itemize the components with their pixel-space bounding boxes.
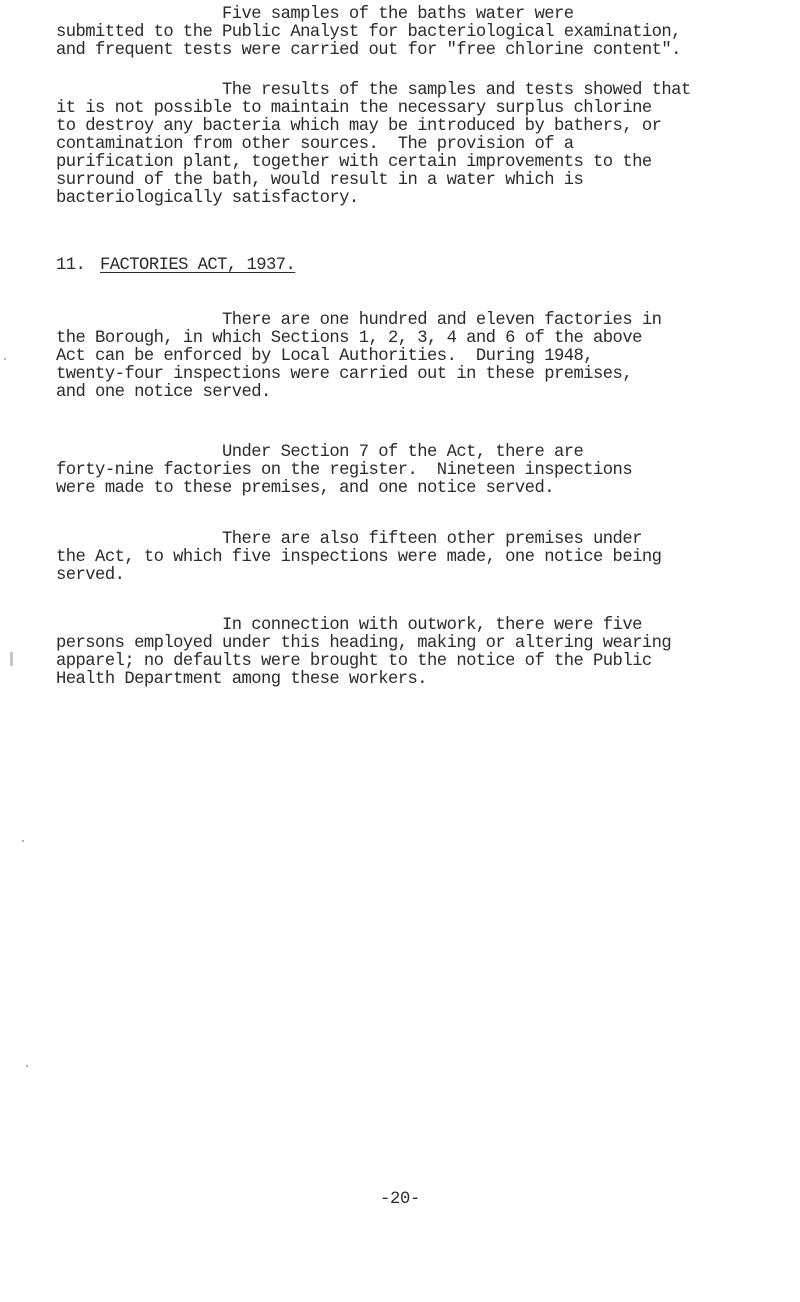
- scan-speck: [26, 1065, 28, 1067]
- text-line: served.: [56, 566, 125, 585]
- text-line: contamination from other sources. The provision of a: [56, 135, 574, 154]
- text-line: Act can be enforced by Local Authorities. During 1948,: [56, 347, 594, 366]
- section-heading: [56, 256, 295, 275]
- text-line: apparel; no defaults were brought to the notice of the Public: [56, 652, 652, 671]
- section-number: 11.: [56, 256, 86, 275]
- text-line: Under Section 7 of the Act, there are: [56, 443, 584, 462]
- text-line: There are also fifteen other premises under: [56, 530, 642, 549]
- text-line: surround of the bath, would result in a water which is: [56, 171, 584, 190]
- text-line: Health Department among these workers.: [56, 670, 428, 689]
- text-line: bacteriologically satisfactory.: [56, 189, 359, 208]
- text-line: persons employed under this heading, making or altering wearing: [56, 634, 672, 653]
- text-line: The results of the samples and tests showed that: [56, 81, 691, 100]
- paragraph-factories-count: [56, 312, 796, 402]
- text-line: forty-nine factories on the register. Nineteen inspections: [56, 461, 633, 480]
- paragraph-outwork: [56, 617, 796, 689]
- text-line: were made to these premises, and one notice served.: [56, 479, 554, 498]
- text-line: purification plant, together with certain improvements to the: [56, 153, 652, 172]
- scan-speck: [10, 652, 13, 666]
- text-line: submitted to the Public Analyst for bacteriological examination,: [56, 23, 681, 42]
- scan-speck: [4, 358, 6, 360]
- page-number: -20-: [379, 1190, 421, 1209]
- text-line: twenty-four inspections were carried out in these premises,: [56, 365, 633, 384]
- text-line: the Act, to which five inspections were made, one notice being: [56, 548, 662, 567]
- paragraph-other-premises: [56, 531, 796, 585]
- text-line: There are one hundred and eleven factories in: [56, 311, 662, 330]
- paragraph-baths-samples: [56, 6, 796, 60]
- text-line: to destroy any bacteria which may be introduced by bathers, or: [56, 117, 662, 136]
- scan-speck: [22, 840, 24, 842]
- paragraph-test-results: [56, 82, 796, 208]
- text-line: and one notice served.: [56, 383, 271, 402]
- text-line: Five samples of the baths water were: [56, 5, 574, 24]
- text-line: and frequent tests were carried out for "free chlorine content".: [56, 41, 681, 60]
- section-title: FACTORIES ACT, 1937.: [100, 256, 296, 275]
- text-line: In connection with outwork, there were five: [56, 616, 642, 635]
- text-line: the Borough, in which Sections 1, 2, 3, 4 and 6 of the above: [56, 329, 642, 348]
- paragraph-section-7: [56, 444, 796, 498]
- text-line: it is not possible to maintain the necessary surplus chlorine: [56, 99, 652, 118]
